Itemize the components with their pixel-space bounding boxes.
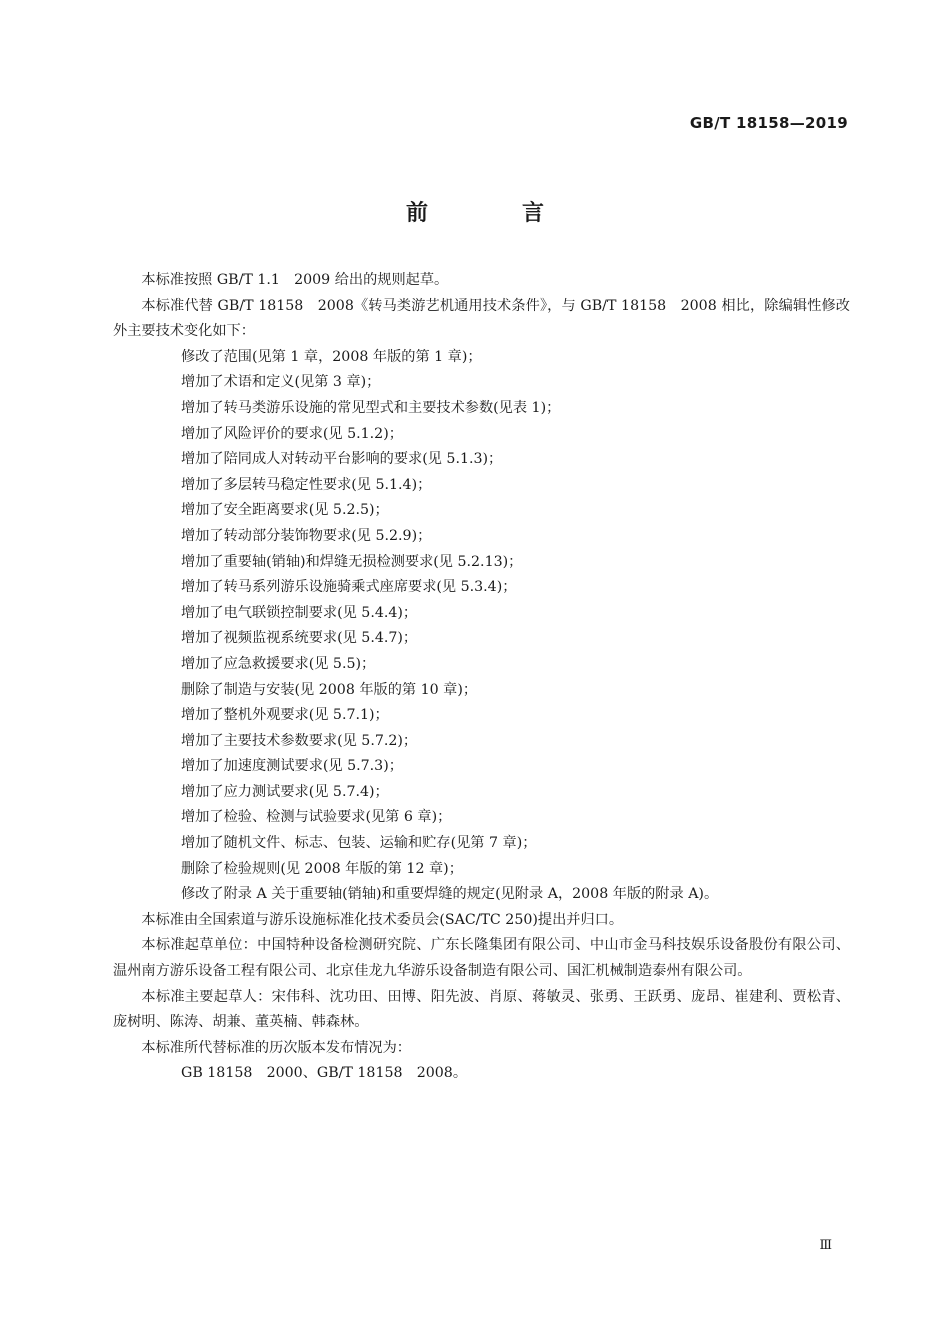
change-item: 增加了检验、检测与试验要求(见第 6 章)； — [181, 809, 452, 826]
change-item: 修改了附录 A 关于重要轴(销轴)和重要焊缝的规定(见附录 A，2008 年版的附录 A)。 — [181, 886, 719, 903]
change-item: 增加了整机外观要求(见 5.7.1)； — [181, 707, 389, 724]
change-item: 增加了加速度测试要求(见 5.7.3)； — [181, 758, 403, 775]
change-item: 增加了陪同成人对转动平台影响的要求(见 5.1.3)； — [181, 451, 503, 468]
change-item: 增加了应急救援要求(见 5.5)； — [181, 655, 376, 672]
change-item: 增加了术语和定义(见第 3 章)； — [181, 374, 381, 391]
change-item: 增加了转马类游乐设施的常见型式和主要技术参数(见表 1)； — [181, 399, 561, 416]
change-item: 修改了范围(见第 1 章，2008 年版的第 1 章)； — [181, 348, 482, 365]
change-item: 增加了应力测试要求(见 5.7.4)； — [181, 783, 389, 800]
paragraph-history: 本标准所代替标准的历次版本发布情况为： — [141, 1039, 411, 1056]
change-item: 删除了检验规则(见 2008 年版的第 12 章)； — [181, 860, 463, 877]
page-title: 前 言 — [405, 201, 580, 226]
paragraph-drafting-units: 本标准起草单位：中国特种设备检测研究院、广东长隆集团有限公司、中山市金马科技娱乐设备股份有限公司、温州南方游乐设备工程有限公司、北京佳龙九华游乐设备制造有限公司、国汇机械制造泰州有限公司。 — [113, 937, 850, 980]
change-item: 增加了电气联锁控制要求(见 5.4.4)； — [181, 604, 418, 621]
change-item: 增加了转动部分装饰物要求(见 5.2.9)； — [181, 527, 432, 544]
change-item: 增加了主要技术参数要求(见 5.7.2)； — [181, 732, 418, 749]
change-item: 增加了安全距离要求(见 5.2.5)； — [181, 502, 389, 519]
paragraph-drafting-rules: 本标准按照 GB/T 1.1 2009 给出的规则起草。 — [141, 272, 449, 288]
change-item: 增加了重要轴(销轴)和焊缝无损检测要求(见 5.2.13)； — [181, 553, 523, 570]
change-item: 删除了制造与安装(见 2008 年版的第 10 章)； — [181, 681, 478, 698]
change-item: 增加了风险评价的要求(见 5.1.2)； — [181, 425, 403, 442]
change-item: 增加了视频监视系统要求(见 5.4.7)； — [181, 630, 418, 647]
paragraph-replaces: 本标准代替 GB/T 18158 2008《转马类游艺机通用技术条件》，与 GB/T 18158 2008 相比，除编辑性修改外主要技术变化如下： — [113, 297, 850, 340]
change-item: 增加了转马系列游乐设施骑乘式座席要求(见 5.3.4)； — [181, 579, 517, 596]
paragraph-proposer: 本标准由全国索道与游乐设施标准化技术委员会(SAC/TC 250)提出并归口。 — [141, 911, 624, 928]
page-number: Ⅲ — [819, 1238, 832, 1253]
changes-list — [113, 345, 850, 908]
paragraph-drafters: 本标准主要起草人：宋伟科、沈功田、田博、阳先波、肖原、蒋敏灵、张勇、王跃勇、庞昂、崔建利、贾松青、庞树明、陈涛、胡兼、董英楠、韩森林。 — [113, 988, 850, 1031]
change-item: 增加了随机文件、标志、包装、运输和贮存(见第 7 章)； — [181, 835, 537, 852]
history-versions: GB 18158 2000、GB/T 18158 2008。 — [181, 1065, 468, 1082]
standard-code: GB/T 18158—2019 — [689, 114, 848, 132]
change-item: 增加了多层转马稳定性要求(见 5.1.4)； — [181, 476, 432, 493]
foreword-body — [113, 268, 850, 1087]
